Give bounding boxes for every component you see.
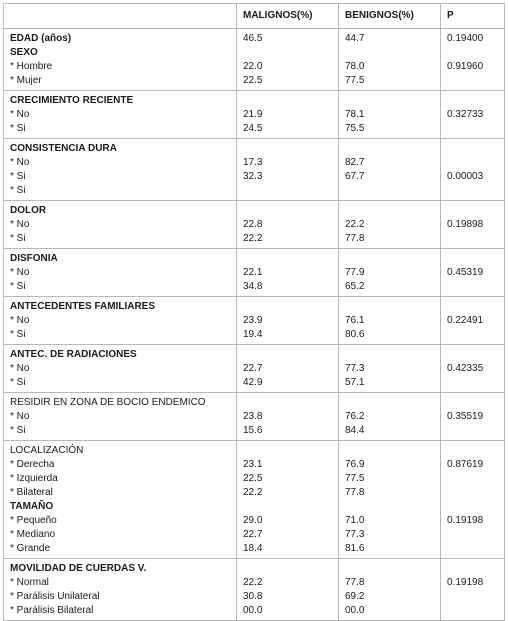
- p-value-line: [447, 562, 504, 576]
- malignos-line: 46.5: [243, 33, 263, 44]
- variable-line: * Si: [10, 185, 26, 196]
- benignos-cell: [339, 441, 441, 559]
- p-value-line: [447, 424, 504, 438]
- p-value-line: 0.87619: [447, 459, 484, 470]
- variable-line: TAMAÑO: [10, 501, 54, 512]
- p-value-line: [447, 444, 504, 458]
- malignos-cell: [237, 249, 339, 297]
- p-value-line: [447, 396, 504, 410]
- malignos-cell: [237, 559, 339, 621]
- benignos-line: 71.0: [345, 515, 365, 526]
- malignos-line: 22.5: [243, 75, 263, 86]
- malignos-line: 21.9: [243, 109, 263, 120]
- p-value-line: 0.19198: [447, 577, 484, 588]
- benignos-cell: [339, 249, 441, 297]
- malignos-line: [243, 184, 338, 198]
- variable-line: DOLOR: [10, 205, 47, 216]
- variable-line: ANTEC. DE RADIACIONES: [10, 349, 137, 360]
- variable-line: * Hombre: [10, 61, 53, 72]
- p-value-line: [447, 232, 504, 246]
- p-value-line: [447, 156, 504, 170]
- benignos-line: 82.7: [345, 157, 365, 168]
- benignos-line: [345, 396, 440, 410]
- table-row: [4, 201, 505, 249]
- malignos-line: [243, 396, 338, 410]
- malignos-line: 22.0: [243, 61, 263, 72]
- benignos-line: [345, 184, 440, 198]
- p-value-line: [447, 300, 504, 314]
- p-value-cell: [441, 345, 505, 393]
- variable-line: * No: [10, 157, 30, 168]
- p-value-cell: [441, 139, 505, 201]
- benignos-line: 80.6: [345, 329, 365, 340]
- p-value-cell: [441, 297, 505, 345]
- malignos-line: [243, 252, 338, 266]
- malignos-line: 22.8: [243, 219, 263, 230]
- p-value-line: 0.32733: [447, 109, 484, 120]
- variable-cell: [4, 201, 237, 249]
- malignos-line: 19.4: [243, 329, 263, 340]
- malignos-line: [243, 444, 338, 458]
- malignos-line: 42.9: [243, 377, 263, 388]
- variable-line: * No: [10, 363, 30, 374]
- malignos-line: 22.7: [243, 529, 263, 540]
- benignos-line: 77.5: [345, 75, 365, 86]
- benignos-line: 65.2: [345, 281, 365, 292]
- variable-line: * No: [10, 315, 30, 326]
- malignos-line: 22.5: [243, 473, 263, 484]
- benignos-line: 75.5: [345, 123, 365, 134]
- p-value-line: [447, 328, 504, 342]
- p-value-line: [447, 528, 504, 542]
- malignos-line: [243, 300, 338, 314]
- benignos-line: [345, 500, 440, 514]
- p-value-line: [447, 472, 504, 486]
- p-value-line: [447, 122, 504, 136]
- malignos-line: 23.8: [243, 411, 263, 422]
- p-value-line: [447, 204, 504, 218]
- malignos-cell: [237, 345, 339, 393]
- benignos-line: [345, 300, 440, 314]
- variable-cell: [4, 29, 237, 91]
- variable-line: * No: [10, 267, 30, 278]
- malignos-line: 32.3: [243, 171, 263, 182]
- table-row: [4, 393, 505, 441]
- p-value-line: [447, 542, 504, 556]
- variable-line: * Grande: [10, 543, 51, 554]
- benignos-line: 78.1: [345, 109, 365, 120]
- malignos-cell: [237, 393, 339, 441]
- benignos-line: [345, 46, 440, 60]
- p-value-line: 0.00003: [447, 171, 484, 182]
- variable-line: RESIDIR EN ZONA DE BOCIO ENDEMICO: [10, 397, 206, 408]
- benignos-line: 22.2: [345, 219, 365, 230]
- benignos-line: 76.1: [345, 315, 365, 326]
- p-value-cell: [441, 91, 505, 139]
- benignos-line: 00.0: [345, 605, 365, 616]
- benignos-cell: [339, 139, 441, 201]
- table-row: [4, 29, 505, 91]
- benignos-line: 77.9: [345, 267, 365, 278]
- p-value-line: [447, 142, 504, 156]
- variable-cell: [4, 345, 237, 393]
- benignos-line: [345, 204, 440, 218]
- variable-cell: [4, 441, 237, 559]
- p-value-line: 0.22491: [447, 315, 484, 326]
- malignos-line: [243, 204, 338, 218]
- benignos-line: 67.7: [345, 171, 365, 182]
- benignos-cell: [339, 559, 441, 621]
- malignos-line: 00.0: [243, 605, 263, 616]
- variable-line: CRECIMIENTO RECIENTE: [10, 95, 134, 106]
- malignos-line: 22.2: [243, 487, 263, 498]
- malignos-line: 34.8: [243, 281, 263, 292]
- p-value-line: [447, 604, 504, 618]
- malignos-cell: [237, 91, 339, 139]
- variable-cell: [4, 139, 237, 201]
- benignos-line: [345, 348, 440, 362]
- malignos-line: [243, 348, 338, 362]
- variable-line: * Si: [10, 171, 26, 182]
- variable-line: * Mediano: [10, 529, 56, 540]
- p-value-line: [447, 94, 504, 108]
- p-value-line: [447, 184, 504, 198]
- variable-line: * No: [10, 411, 30, 422]
- benignos-cell: [339, 29, 441, 91]
- variable-cell: [4, 559, 237, 621]
- benignos-line: 77.3: [345, 363, 365, 374]
- table-row: [4, 559, 505, 621]
- variable-line: * Si: [10, 425, 26, 436]
- malignos-cell: [237, 29, 339, 91]
- table-body: [4, 29, 505, 621]
- p-value-line: 0.42335: [447, 363, 484, 374]
- header-p: P: [441, 4, 505, 29]
- variable-line: * Mujer: [10, 75, 42, 86]
- malignos-line: 23.9: [243, 315, 263, 326]
- benignos-line: [345, 142, 440, 156]
- variable-line: * Derecha: [10, 459, 55, 470]
- p-value-cell: [441, 249, 505, 297]
- malignos-line: 29.0: [243, 515, 263, 526]
- benignos-line: 77.3: [345, 529, 365, 540]
- malignos-cell: [237, 201, 339, 249]
- header-benignos: BENIGNOS(%): [339, 4, 441, 29]
- malignos-line: 17.3: [243, 157, 263, 168]
- variable-line: * Parálisis Unilateral: [10, 591, 100, 602]
- table-row: [4, 139, 505, 201]
- benignos-line: 77.8: [345, 487, 365, 498]
- header-malignos: MALIGNOS(%): [237, 4, 339, 29]
- malignos-cell: [237, 297, 339, 345]
- p-value-cell: [441, 393, 505, 441]
- malignos-line: 22.2: [243, 577, 263, 588]
- benignos-line: 76.9: [345, 459, 365, 470]
- variable-line: ANTECEDENTES FAMILIARES: [10, 301, 156, 312]
- malignos-line: [243, 142, 338, 156]
- malignos-line: [243, 562, 338, 576]
- benignos-line: [345, 252, 440, 266]
- variable-line: * Bilateral: [10, 487, 53, 498]
- variable-line: DISFONIA: [10, 253, 58, 264]
- benignos-line: 76.2: [345, 411, 365, 422]
- variable-line: CONSISTENCIA DURA: [10, 143, 117, 154]
- p-value-line: [447, 46, 504, 60]
- variable-cell: [4, 91, 237, 139]
- variable-line: * Si: [10, 123, 26, 134]
- benignos-line: [345, 562, 440, 576]
- variable-cell: [4, 249, 237, 297]
- p-value-line: [447, 280, 504, 294]
- malignos-cell: [237, 441, 339, 559]
- variable-line: * Pequeño: [10, 515, 57, 526]
- variable-cell: [4, 297, 237, 345]
- benignos-line: 77.8: [345, 233, 365, 244]
- p-value-cell: [441, 201, 505, 249]
- variable-line: * No: [10, 109, 30, 120]
- benignos-line: [345, 444, 440, 458]
- header-variable: [4, 4, 237, 29]
- malignos-line: 23.1: [243, 459, 263, 470]
- p-value-line: 0.19898: [447, 219, 484, 230]
- data-table-container: [3, 3, 505, 621]
- malignos-line: 24.5: [243, 123, 263, 134]
- benignos-cell: [339, 91, 441, 139]
- variable-line: EDAD (años): [10, 33, 72, 44]
- p-value-line: [447, 376, 504, 390]
- benignos-cell: [339, 345, 441, 393]
- variable-line: * Si: [10, 377, 26, 388]
- variable-line: SEXO: [10, 47, 38, 58]
- variable-line: * Normal: [10, 577, 49, 588]
- variable-line: * Si: [10, 329, 26, 340]
- p-value-cell: [441, 441, 505, 559]
- variable-line: MOVILIDAD DE CUERDAS V.: [10, 563, 147, 574]
- benignos-line: 57.1: [345, 377, 365, 388]
- p-value-line: 0.91960: [447, 61, 484, 72]
- malignos-line: [243, 94, 338, 108]
- table-row: [4, 441, 505, 559]
- data-table: [3, 3, 505, 621]
- header-row: [4, 4, 505, 29]
- malignos-cell: [237, 139, 339, 201]
- p-value-line: 0.19198: [447, 515, 484, 526]
- variable-cell: [4, 393, 237, 441]
- p-value-line: [447, 348, 504, 362]
- p-value-cell: [441, 559, 505, 621]
- table-row: [4, 297, 505, 345]
- malignos-line: 18.4: [243, 543, 263, 554]
- benignos-line: 44.7: [345, 33, 365, 44]
- variable-line: * No: [10, 219, 30, 230]
- variable-line: * Parálisis Bilateral: [10, 605, 94, 616]
- p-value-line: [447, 74, 504, 88]
- variable-line: * Si: [10, 281, 26, 292]
- benignos-line: 69.2: [345, 591, 365, 602]
- benignos-line: 77.5: [345, 473, 365, 484]
- malignos-line: [243, 46, 338, 60]
- malignos-line: 15.6: [243, 425, 263, 436]
- benignos-line: 78.0: [345, 61, 365, 72]
- malignos-line: 22.1: [243, 267, 263, 278]
- benignos-line: 81.6: [345, 543, 365, 554]
- malignos-line: 22.7: [243, 363, 263, 374]
- p-value-cell: [441, 29, 505, 91]
- variable-line: LOCALIZACIÓN: [10, 445, 84, 456]
- malignos-line: [243, 500, 338, 514]
- benignos-line: 84.4: [345, 425, 365, 436]
- benignos-line: [345, 94, 440, 108]
- table-row: [4, 91, 505, 139]
- p-value-line: [447, 252, 504, 266]
- table-row: [4, 249, 505, 297]
- p-value-line: 0.45319: [447, 267, 484, 278]
- variable-line: * Izquierda: [10, 473, 58, 484]
- p-value-line: [447, 590, 504, 604]
- p-value-line: [447, 500, 504, 514]
- benignos-cell: [339, 393, 441, 441]
- table-row: [4, 345, 505, 393]
- benignos-cell: [339, 201, 441, 249]
- p-value-line: [447, 486, 504, 500]
- benignos-line: 77.8: [345, 577, 365, 588]
- malignos-line: 30.8: [243, 591, 263, 602]
- p-value-line: 0.19400: [447, 33, 484, 44]
- p-value-line: 0.35519: [447, 411, 484, 422]
- malignos-line: 22.2: [243, 233, 263, 244]
- variable-line: * Si: [10, 233, 26, 244]
- benignos-cell: [339, 297, 441, 345]
